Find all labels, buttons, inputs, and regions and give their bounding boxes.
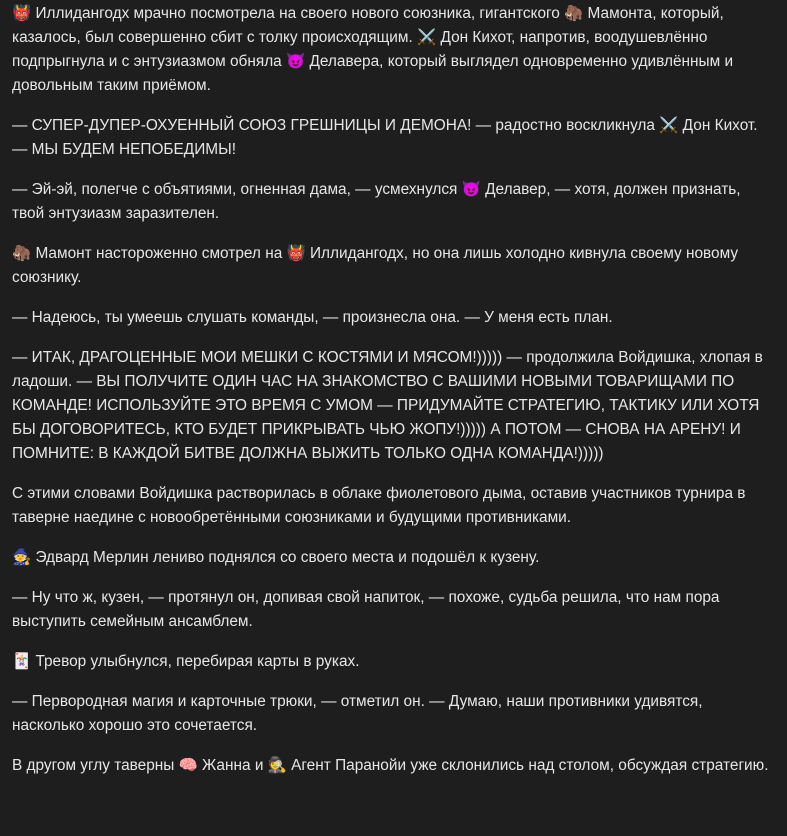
- chat-message-body: [0, 2, 777, 778]
- paragraph-12: В другом углу таверны 🧠 Жанна и 🕵️ Агент Паранойи уже склонились над столом, обсуждая стратегию.: [12, 757, 769, 774]
- paragraph-3: — Эй-эй, полегче с объятиями, огненная дама, — усмехнулся 😈 Делавер, — хотя, должен признать, твой энтузиазм заразителен.: [12, 181, 741, 222]
- paragraph-5: — Надеюсь, ты умеешь слушать команды, — произнесла она. — У меня есть план.: [12, 309, 613, 326]
- paragraph-4: 🦣 Мамонт настороженно смотрел на 👹 Иллидангодх, но она лишь холодно кивнула своему новому союзнику.: [12, 245, 739, 286]
- paragraph-1: 👹 Иллидангодх мрачно посмотрела на своего нового союзника, гигантского 🦣 Мамонта, который, казалось, был совершенно сбит с толку происходящим. ⚔️ Дон Кихот, напротив, воодушевлённо подпрыгнула и с энтузиазмом обняла 😈 Делавера, который выглядел одновременно удивлённым и довольным таким приёмом.: [12, 5, 734, 94]
- paragraph-8: 🧙 Эдвард Мерлин лениво поднялся со своего места и подошёл к кузену.: [12, 549, 540, 566]
- paragraph-6: — ИТАК, ДРАГОЦЕННЫЕ МОИ МЕШКИ С КОСТЯМИ И МЯСОМ!))))) — продолжила Войдишка, хлопая в ладоши. — ВЫ ПОЛУЧИТЕ ОДИН ЧАС НА ЗНАКОМСТВО С ВАШИМИ НОВЫМИ ТОВАРИЩАМИ ПО КОМАНДЕ! ИСПОЛЬЗУЙТЕ ЭТО ВРЕМЯ С УМОМ — ПРИДУМАЙТЕ СТРАТЕГИЮ, ТАКТИКУ ИЛИ ХОТЯ БЫ ДОГОВОРИТЕСЬ, КТО БУДЕТ ПРИКРЫВАТЬ ЧЬЮ ЖОПУ!))))) А ПОТОМ — СНОВА НА АРЕНУ! И ПОМНИТЕ: В КАЖДОЙ БИТВЕ ДОЛЖНА ВЫЖИТЬ ТОЛЬКО ОДНА КОМАНДА!))))): [12, 349, 763, 462]
- paragraph-7: С этими словами Войдишка растворилась в облаке фиолетового дыма, оставив участников турнира в таверне наедине с новообретёнными союзниками и будущими противниками.: [12, 485, 746, 526]
- paragraph-11: — Первородная магия и карточные трюки, — отметил он. — Думаю, наши противники удивятся, насколько хорошо это сочетается.: [12, 693, 703, 734]
- paragraph-9: — Ну что ж, кузен, — протянул он, допивая свой напиток, — похоже, судьба решила, что нам пора выступить семейным ансамблем.: [12, 589, 720, 630]
- paragraph-10: 🃏 Тревор улыбнулся, перебирая карты в руках.: [12, 653, 360, 670]
- paragraph-2: — СУПЕР-ДУПЕР-ОХУЕННЫЙ СОЮЗ ГРЕШНИЦЫ И ДЕМОНА! — радостно воскликнула ⚔️ Дон Кихот. — МЫ БУДЕМ НЕПОБЕДИМЫ!: [12, 117, 758, 158]
